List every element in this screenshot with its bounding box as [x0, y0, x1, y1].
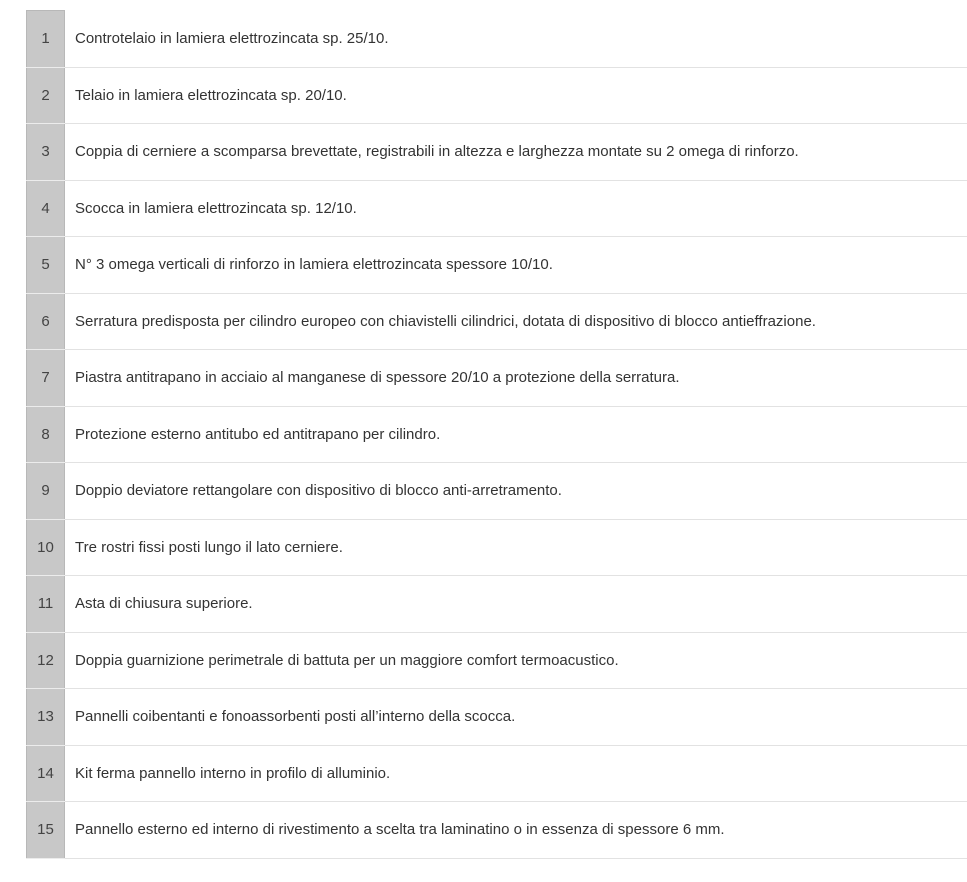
row-description: Asta di chiusura superiore.: [65, 576, 967, 633]
table-row: [27, 632, 967, 689]
row-description: Coppia di cerniere a scomparsa brevettate, registrabili in altezza e larghezza montate su 2 omega di rinforzo.: [65, 124, 967, 181]
table-row: [27, 745, 967, 802]
row-description: Pannelli coibentanti e fonoassorbenti posti all’interno della scocca.: [65, 689, 967, 746]
row-description: Controtelaio in lamiera elettrozincata sp. 25/10.: [65, 11, 967, 68]
row-number: 3: [27, 124, 65, 181]
table-row: [27, 576, 967, 633]
table-row: [27, 180, 967, 237]
table-row: [27, 237, 967, 294]
table-row: [27, 519, 967, 576]
row-number: 8: [27, 406, 65, 463]
table-row: [27, 406, 967, 463]
row-number: 13: [27, 689, 65, 746]
row-number: 14: [27, 745, 65, 802]
row-number: 9: [27, 463, 65, 520]
row-description: Doppia guarnizione perimetrale di battuta per un maggiore comfort termoacustico.: [65, 632, 967, 689]
row-number: 1: [27, 11, 65, 68]
row-number: 12: [27, 632, 65, 689]
table-row: [27, 11, 967, 68]
row-description: Tre rostri fissi posti lungo il lato cerniere.: [65, 519, 967, 576]
table-row: [27, 293, 967, 350]
row-number: 4: [27, 180, 65, 237]
table-row: [27, 67, 967, 124]
row-description: Piastra antitrapano in acciaio al manganese di spessore 20/10 a protezione della serratura.: [65, 350, 967, 407]
table-row: [27, 124, 967, 181]
specifications-table: [26, 10, 967, 859]
row-description: Protezione esterno antitubo ed antitrapano per cilindro.: [65, 406, 967, 463]
table-row: [27, 802, 967, 859]
row-number: 10: [27, 519, 65, 576]
row-number: 11: [27, 576, 65, 633]
table-row: [27, 463, 967, 520]
row-description: Serratura predisposta per cilindro europeo con chiavistelli cilindrici, dotata di dispositivo di blocco antieffrazione.: [65, 293, 967, 350]
row-number: 7: [27, 350, 65, 407]
table-row: [27, 689, 967, 746]
row-number: 2: [27, 67, 65, 124]
row-description: Scocca in lamiera elettrozincata sp. 12/10.: [65, 180, 967, 237]
row-description: Doppio deviatore rettangolare con dispositivo di blocco anti-arretramento.: [65, 463, 967, 520]
row-description: Kit ferma pannello interno in profilo di alluminio.: [65, 745, 967, 802]
row-number: 6: [27, 293, 65, 350]
row-description: Telaio in lamiera elettrozincata sp. 20/10.: [65, 67, 967, 124]
row-number: 15: [27, 802, 65, 859]
row-description: Pannello esterno ed interno di rivestimento a scelta tra laminatino o in essenza di spessore 6 mm.: [65, 802, 967, 859]
row-number: 5: [27, 237, 65, 294]
table-row: [27, 350, 967, 407]
row-description: N° 3 omega verticali di rinforzo in lamiera elettrozincata spessore 10/10.: [65, 237, 967, 294]
